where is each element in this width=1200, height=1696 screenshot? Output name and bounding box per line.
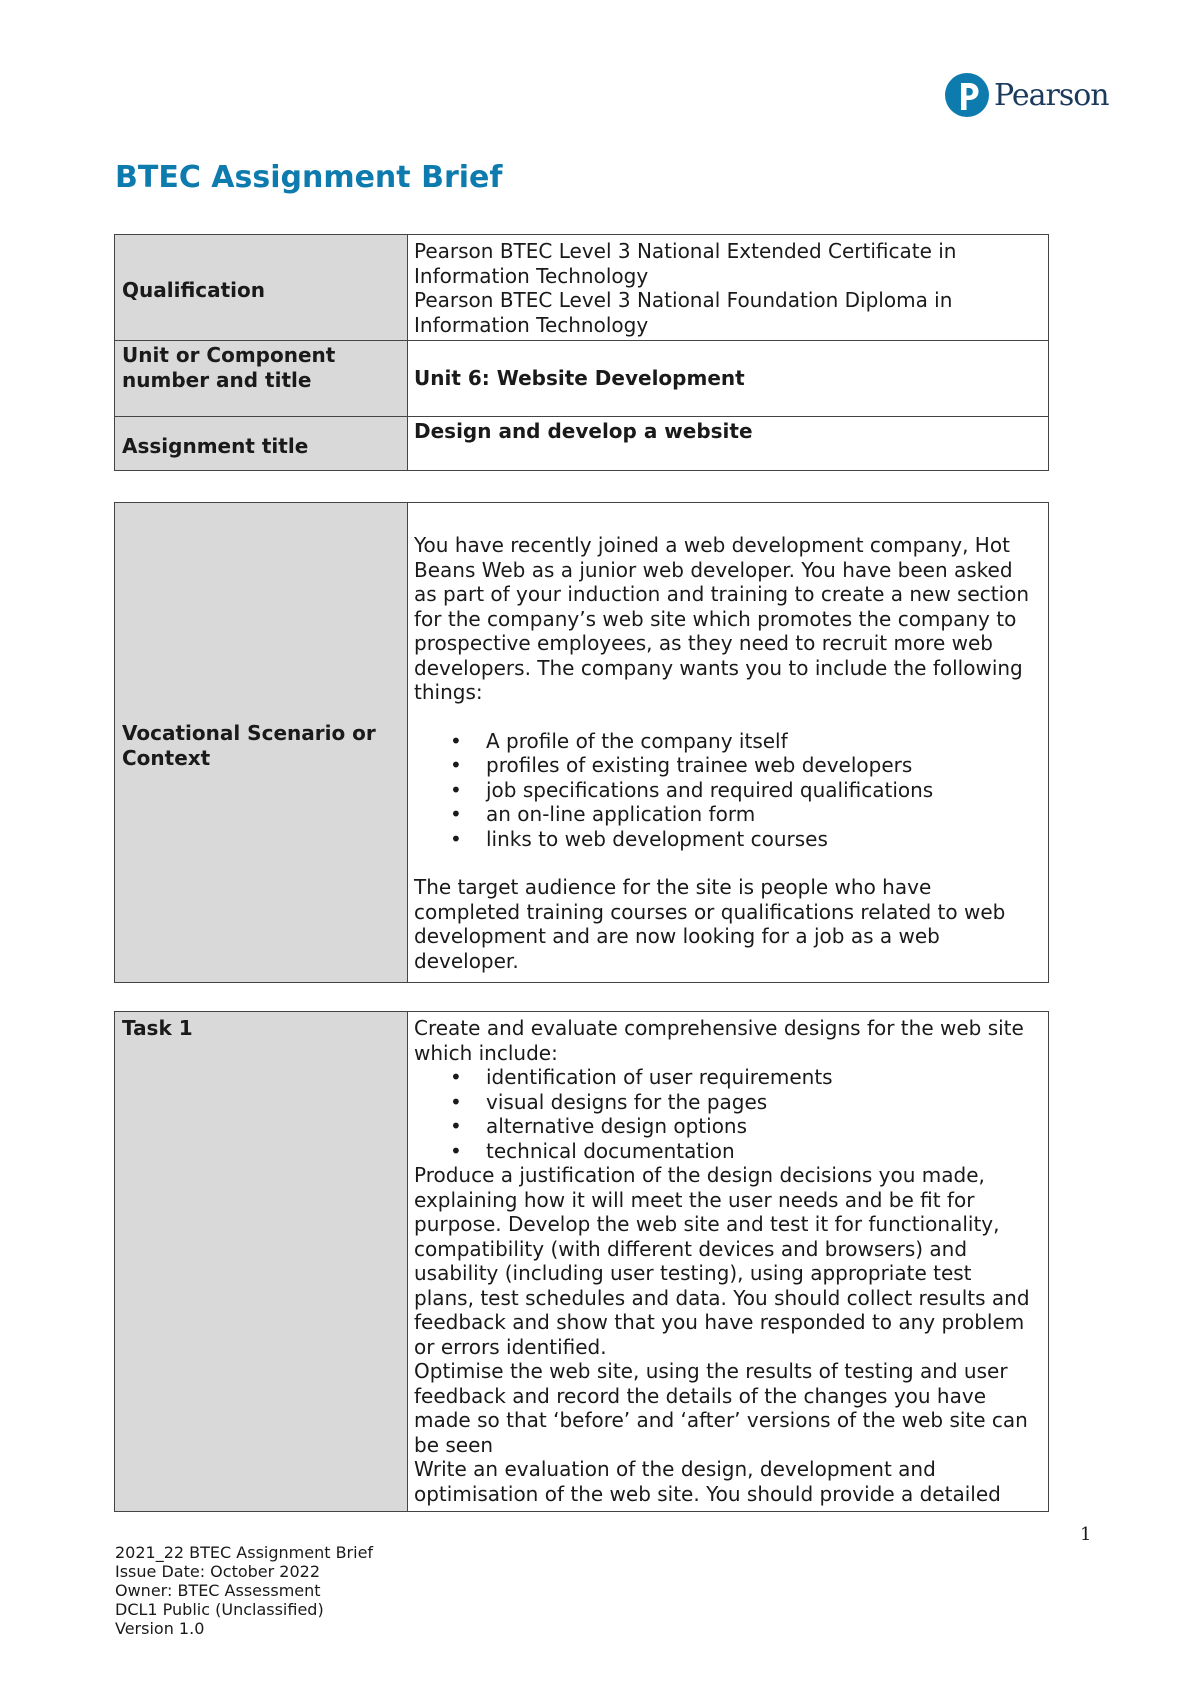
unit-label-line: Unit or Component bbox=[122, 343, 336, 367]
text-line: optimisation of the web site. You should provide a detailed bbox=[414, 1481, 1001, 1506]
unit-label-line: number and title bbox=[122, 367, 312, 392]
pearson-wordmark: Pearson bbox=[994, 77, 1109, 113]
text-line: Produce a justification of the design decisions you made, bbox=[414, 1163, 985, 1187]
task1-intro bbox=[414, 1016, 1042, 1065]
text-line: compatibility (with different devices and browsers) and bbox=[414, 1236, 968, 1261]
text-line: be seen bbox=[414, 1432, 494, 1457]
text-line: Create and evaluate comprehensive designs for the web site bbox=[414, 1016, 1024, 1040]
list-item: • an on-line application form bbox=[414, 802, 1042, 827]
pearson-logo-icon bbox=[944, 72, 990, 118]
text-line: things: bbox=[414, 680, 483, 704]
task1-text bbox=[408, 1012, 1049, 1512]
text-line: Beans Web as a junior web developer. You have been asked bbox=[414, 557, 1013, 582]
footer-line: Version 1.0 bbox=[115, 1619, 205, 1638]
footer-line: 2021_22 BTEC Assignment Brief bbox=[115, 1543, 374, 1562]
list-item: • profiles of existing trainee web developers bbox=[414, 753, 1042, 778]
scenario-bullet-list bbox=[414, 729, 1042, 852]
page-title: BTEC Assignment Brief bbox=[115, 160, 503, 195]
footer-line: Issue Date: October 2022 bbox=[115, 1562, 321, 1581]
text-line: prospective employees, as they need to recruit more web bbox=[414, 631, 993, 655]
task1-body bbox=[414, 1163, 1042, 1506]
scenario-intro bbox=[414, 533, 1042, 705]
text-line: development and are now looking for a job as a web bbox=[414, 924, 940, 948]
assignment-title-value: Design and develop a website bbox=[408, 417, 1049, 471]
list-item: • job specifications and required qualifications bbox=[414, 778, 1042, 803]
qualification-line: Information Technology bbox=[414, 263, 649, 288]
list-item: • visual designs for the pages bbox=[414, 1090, 1042, 1115]
footer-line: DCL1 Public (Unclassified) bbox=[115, 1600, 324, 1619]
text-line: which include: bbox=[414, 1040, 558, 1065]
list-item: • technical documentation bbox=[414, 1139, 1042, 1164]
text-line: as part of your induction and training to create a new section bbox=[414, 582, 1030, 606]
scenario-outro bbox=[414, 875, 1042, 973]
brief-details-table bbox=[114, 234, 1049, 471]
task1-bullet-list bbox=[414, 1065, 1042, 1163]
qualification-line: Pearson BTEC Level 3 National Extended Certificate in bbox=[414, 239, 957, 263]
footer-line: Owner: BTEC Assessment bbox=[115, 1581, 321, 1600]
assignment-title-label: Assignment title bbox=[115, 417, 408, 471]
text-line: The target audience for the site is people who have bbox=[414, 875, 932, 899]
task1-label: Task 1 bbox=[115, 1012, 408, 1512]
pearson-logo bbox=[944, 72, 1109, 118]
text-line: usability (including user testing), using appropriate test bbox=[414, 1261, 972, 1285]
text-line: for the company’s web site which promotes the company to bbox=[414, 606, 1017, 631]
list-item: • alternative design options bbox=[414, 1114, 1042, 1139]
text-line: You have recently joined a web development company, Hot bbox=[414, 533, 1010, 557]
scenario-label-line: Context bbox=[122, 745, 211, 770]
unit-value: Unit 6: Website Development bbox=[408, 341, 1049, 417]
qualification-line: Information Technology bbox=[414, 312, 649, 337]
scenario-label bbox=[115, 503, 408, 983]
text-line: or errors identified. bbox=[414, 1334, 607, 1359]
text-line: purpose. Develop the web site and test it for functionality, bbox=[414, 1212, 1000, 1236]
text-line: completed training courses or qualifications related to web bbox=[414, 899, 1006, 924]
list-item: • A profile of the company itself bbox=[414, 729, 1042, 754]
text-line: feedback and show that you have responded to any problem bbox=[414, 1310, 1025, 1334]
text-line: developers. The company wants you to include the following bbox=[414, 655, 1023, 680]
list-item: • links to web development courses bbox=[414, 827, 1042, 852]
page-number: 1 bbox=[1080, 1524, 1092, 1545]
text-line: Optimise the web site, using the results of testing and user bbox=[414, 1359, 1008, 1383]
text-line: feedback and record the details of the changes you have bbox=[414, 1383, 987, 1408]
scenario-label-line: Vocational Scenario or bbox=[122, 721, 376, 745]
task1-table bbox=[114, 1011, 1049, 1512]
document-footer bbox=[115, 1543, 373, 1638]
list-item: • identification of user requirements bbox=[414, 1065, 1042, 1090]
text-line: made so that ‘before’ and ‘after’ versions of the web site can bbox=[414, 1408, 1028, 1432]
qualification-value bbox=[408, 235, 1049, 341]
text-line: developer. bbox=[414, 948, 519, 973]
text-line: explaining how it will meet the user needs and be fit for bbox=[414, 1187, 975, 1212]
text-line: plans, test schedules and data. You should collect results and bbox=[414, 1285, 1030, 1310]
scenario-table bbox=[114, 502, 1049, 983]
qualification-line: Pearson BTEC Level 3 National Foundation Diploma in bbox=[414, 288, 953, 312]
qualification-label: Qualification bbox=[115, 235, 408, 341]
text-line: Write an evaluation of the design, development and bbox=[414, 1457, 936, 1481]
unit-label bbox=[115, 341, 408, 417]
scenario-text bbox=[408, 503, 1049, 983]
